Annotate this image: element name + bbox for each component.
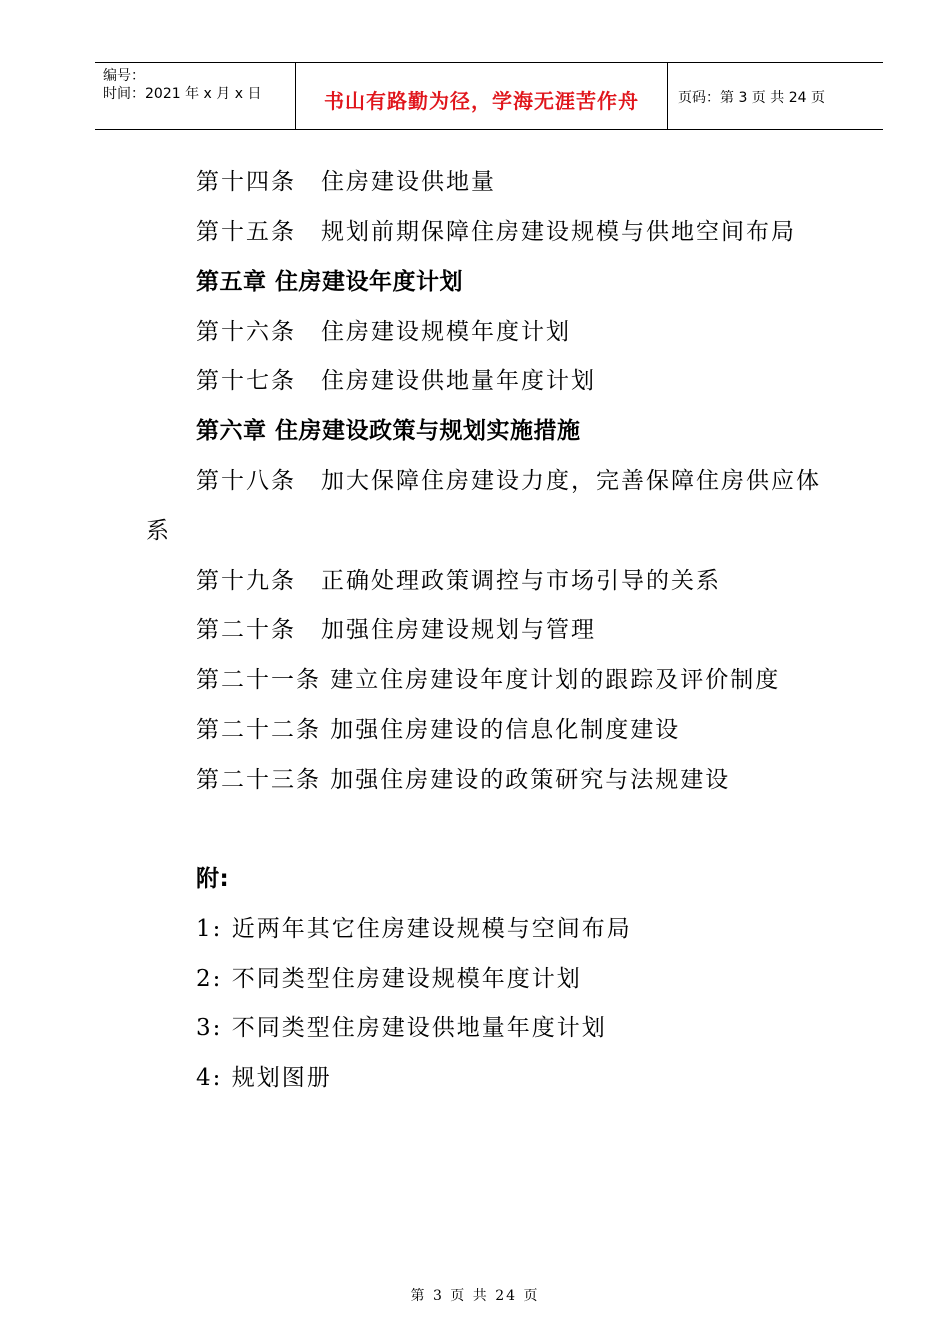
page-header (95, 62, 883, 130)
article-19: 第十九条 正确处理政策调控与市场引导的关系 (196, 568, 721, 594)
header-page-cell (668, 63, 883, 129)
article-14: 第十四条 住房建设供地量 (196, 169, 496, 195)
header-page-label: 页码：第 3 页 共 24 页 (678, 90, 825, 106)
appendix-item-1: 1: 近两年其它住房建设规模与空间布局 (196, 916, 632, 942)
header-motto-cell (295, 63, 668, 129)
appendix-item-3: 3: 不同类型住房建设供地量年度计划 (196, 1015, 607, 1041)
article-15: 第十五条 规划前期保障住房建设规模与供地空间布局 (196, 219, 796, 245)
chapter-6-heading: 第六章 住房建设政策与规划实施措施 (196, 418, 581, 444)
appendix-title: 附: (196, 866, 230, 892)
article-17: 第十七条 住房建设供地量年度计划 (196, 368, 596, 394)
article-16: 第十六条 住房建设规模年度计划 (196, 319, 571, 345)
appendix-item-4: 4: 规划图册 (196, 1065, 332, 1091)
document-number-label: 编号： (103, 68, 145, 84)
header-meta-cell (95, 63, 295, 129)
article-20: 第二十条 加强住房建设规划与管理 (196, 617, 596, 643)
article-23: 第二十三条 加强住房建设的政策研究与法规建设 (196, 767, 731, 793)
article-18: 第十八条 加大保障住房建设力度，完善保障住房供应体 (196, 468, 821, 494)
article-18-continuation: 系 (146, 518, 171, 544)
appendix-item-2: 2: 不同类型住房建设规模年度计划 (196, 966, 582, 992)
page-footer: 第 3 页 共 24 页 (410, 1288, 540, 1304)
header-motto: 书山有路勤为径，学海无涯苦作舟 (324, 89, 639, 113)
document-time-label: 时间：2021 年 x 月 x 日 (103, 86, 262, 102)
chapter-5-heading: 第五章 住房建设年度计划 (196, 269, 464, 295)
article-21: 第二十一条 建立住房建设年度计划的跟踪及评价制度 (196, 667, 781, 693)
article-22: 第二十二条 加强住房建设的信息化制度建设 (196, 717, 681, 743)
